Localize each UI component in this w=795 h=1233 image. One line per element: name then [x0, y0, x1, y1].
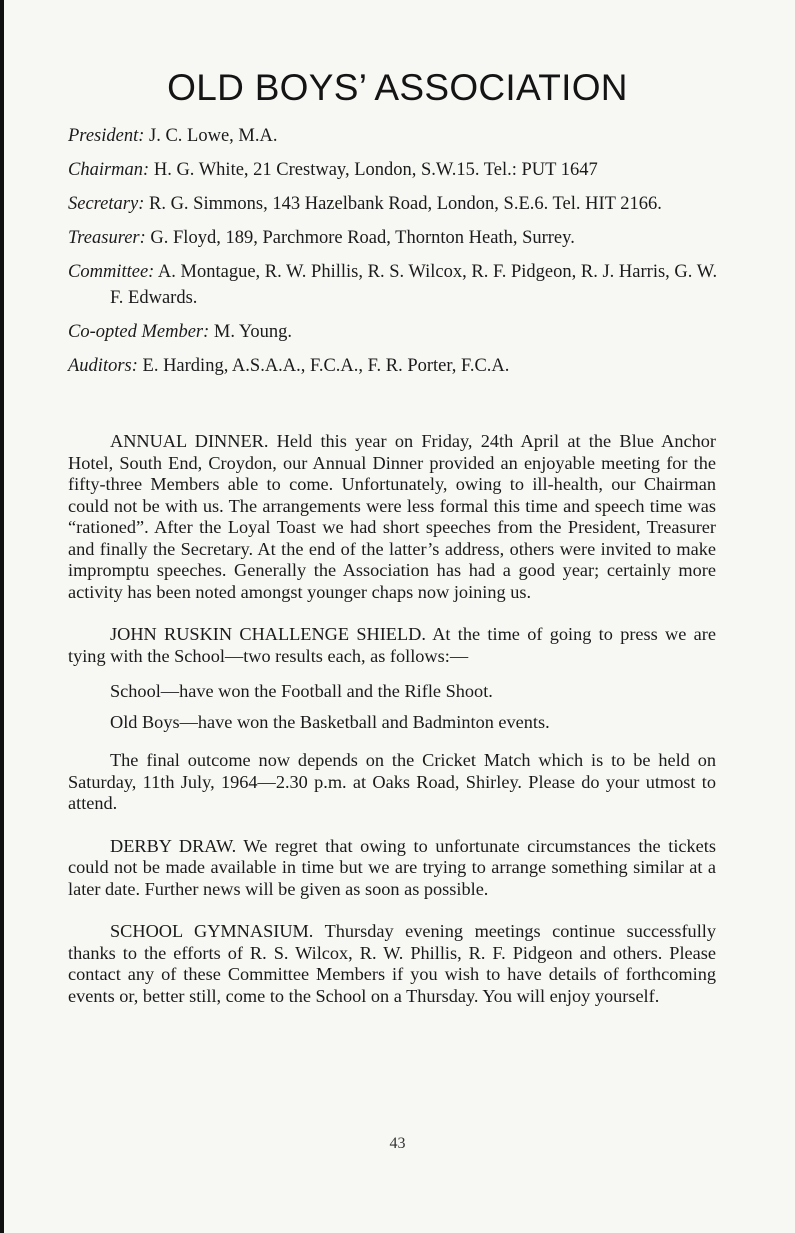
- officer-details: M. Young.: [209, 322, 293, 342]
- officer-chairman: [68, 157, 718, 183]
- association-news: [68, 431, 716, 1028]
- page-title: OLD BOYS’ ASSOCIATION: [167, 66, 628, 108]
- page-number: 43: [389, 1135, 406, 1152]
- cricket-match-paragraph: The final outcome now depends on the Cricket Match which is to be held on Saturday, 11th July, 1964—2.30 p.m. at Oaks Road, Shirley. Please do your utmost to attend.: [68, 750, 716, 813]
- officer-details: A. Montague, R. W. Phillis, R. S. Wilcox, R. F. Pidgeon, R. J. Harris, G. W. F. Edwards.: [110, 262, 718, 308]
- officer-role: President:: [68, 126, 145, 146]
- school-gymnasium-paragraph: SCHOOL GYMNASIUM. Thursday evening meetings continue successfully thanks to the efforts of R. S. Wilcox, R. W. Phillis, R. F. Pidgeon and others. Please contact any of these Committee Members if you wish to have details of forthcoming events or, better still, come to the School on a Thursday. You will enjoy yourself.: [68, 921, 716, 1006]
- officer-role: Committee:: [68, 262, 155, 282]
- officer-details: J. C. Lowe, M.A.: [144, 126, 278, 146]
- school-result: School—have won the Football and the Rifle Shoot.: [110, 681, 493, 701]
- officer-details: H. G. White, 21 Crestway, London, S.W.15. Tel.: PUT 1647: [149, 160, 598, 180]
- officer-details: G. Floyd, 189, Parchmore Road, Thornton Heath, Surrey.: [145, 228, 575, 248]
- officer-details: R. G. Simmons, 143 Hazelbank Road, London, S.E.6. Tel. HIT 2166.: [144, 194, 662, 214]
- officer-secretary: [68, 191, 718, 217]
- annual-dinner-paragraph: ANNUAL DINNER. Held this year on Friday, 24th April at the Blue Anchor Hotel, South End, Croydon, our Annual Dinner provided an enjoyable meeting for the fifty-three Members able to come. Unfortunately, owing to ill-health, our Chairman could not be with us. The arrangements were less formal this time and speech time was “rationed”. After the Loyal Toast we had short speeches from the President, Treasurer and finally the Secretary. At the end of the latter’s address, others were invited to make impromptu speeches. Generally the Association has had a good year; certainly more activity has been noted amongst younger chaps now joining us.: [68, 431, 716, 602]
- officer-treasurer: [68, 225, 718, 251]
- officer-auditors: [68, 353, 718, 379]
- officer-president: [68, 123, 718, 149]
- officer-role: Co-opted Member:: [68, 322, 210, 342]
- challenge-shield-paragraph: JOHN RUSKIN CHALLENGE SHIELD. At the time of going to press we are tying with the School—two results each, as follows:—: [68, 624, 716, 666]
- old-boys-result: Old Boys—have won the Basketball and Badminton events.: [110, 712, 550, 732]
- officers-list: [68, 123, 718, 387]
- officer-details: E. Harding, A.S.A.A., F.C.A., F. R. Porter, F.C.A.: [137, 356, 510, 376]
- officer-committee: [68, 259, 718, 311]
- derby-draw-paragraph: DERBY DRAW. We regret that owing to unfortunate circumstances the tickets could not be made available in time but we are trying to arrange something similar at a later date. Further news will be given as soon as possible.: [68, 835, 716, 899]
- officer-role: Auditors:: [68, 356, 138, 376]
- officer-co-opted-member: [68, 319, 718, 345]
- officer-role: Chairman:: [68, 160, 150, 180]
- officer-role: Treasurer:: [68, 228, 146, 248]
- officer-role: Secretary:: [68, 194, 145, 214]
- page-binding-edge: [0, 0, 4, 1233]
